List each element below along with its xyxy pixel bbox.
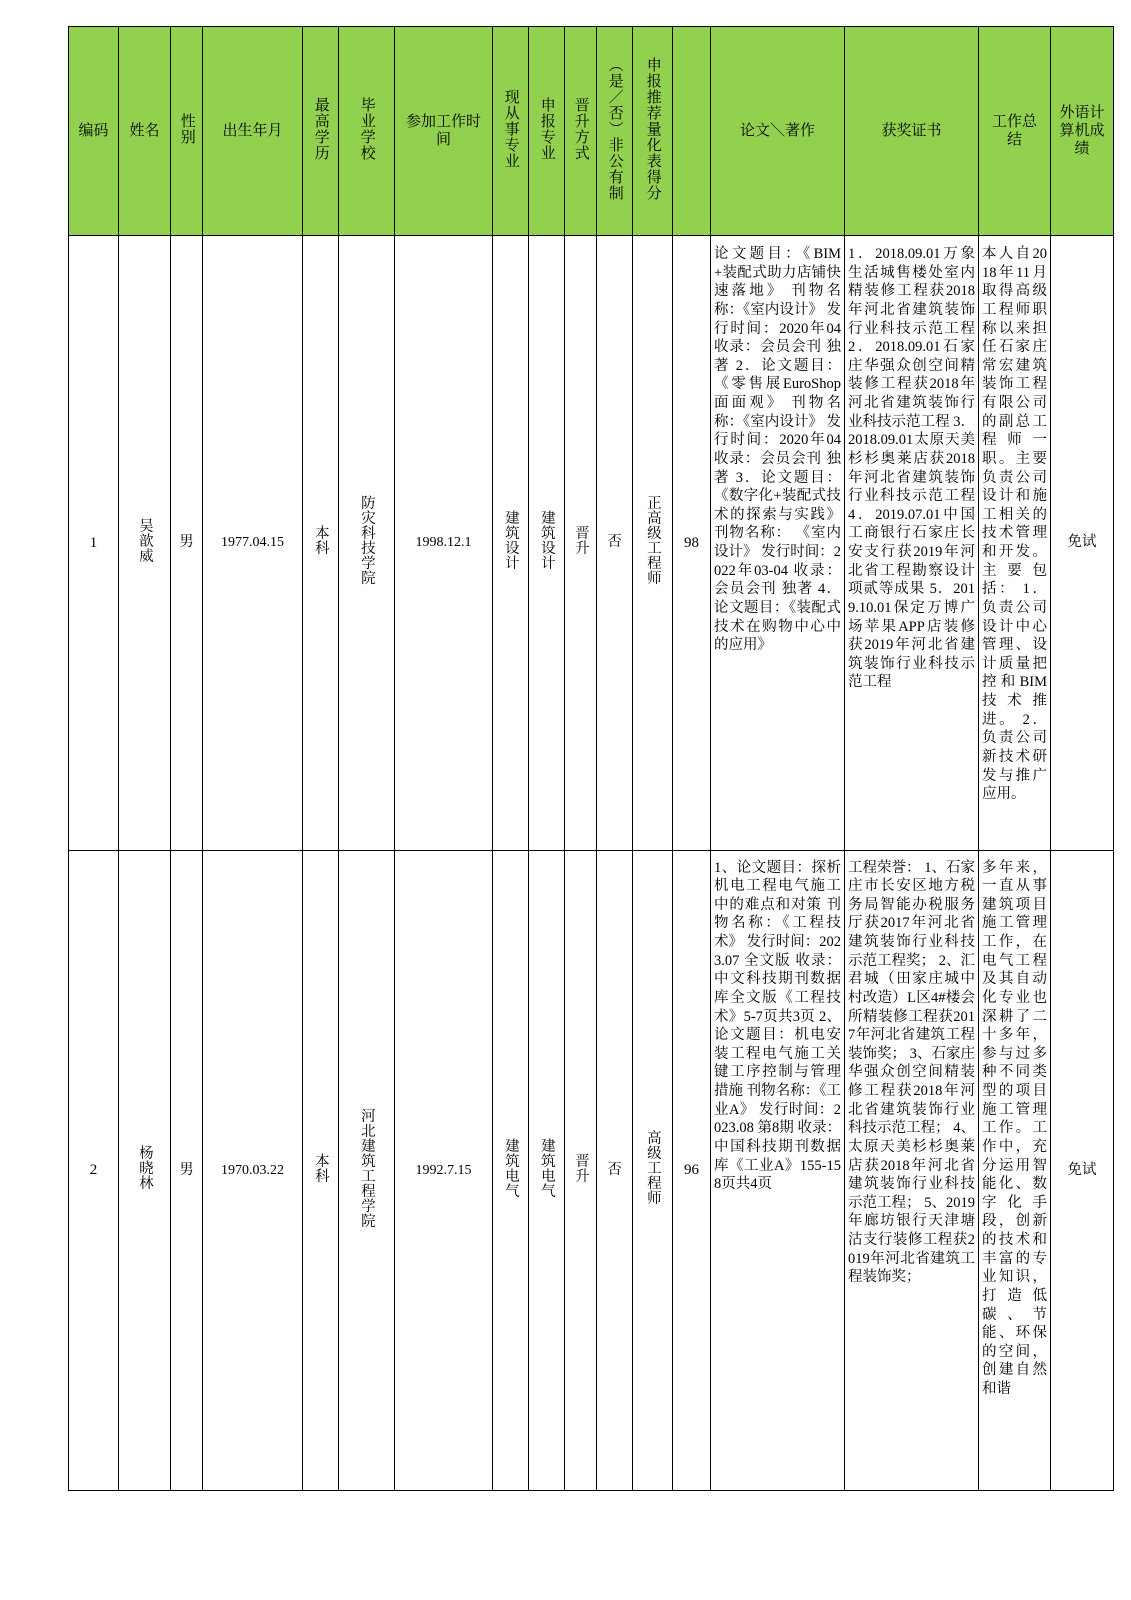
col-header-bianma-label: 编码 (78, 123, 109, 139)
col-header-canjiagongzuoshijian-label: 参加工作时间 (405, 114, 481, 148)
col-header-xingming (119, 27, 171, 236)
cell-xingming: 吴歆威 (119, 236, 171, 851)
col-header-lunwen (711, 27, 845, 236)
cell-chushengnianyue: 1977.04.15 (203, 236, 303, 851)
col-header-lunwen-label: 论文＼著作 (739, 123, 815, 139)
cell-bianma: 2 (69, 851, 119, 1491)
cell-shenbaozhongjigaoji: 高级工程师 (633, 851, 673, 1491)
cell-bianma: 1 (69, 236, 119, 851)
applicants-table (68, 26, 1114, 1491)
cell-biyexuexiao: 防灾科技学院 (339, 236, 395, 851)
cell-lunwen: 1、论文题目：探析机电工程电气施工中的难点和对策 刊物名称：《工程技术》 发行时间：2023.07 全文版 收录：中文科技期刊数据库全文版《工程技术》5-7页共3页 2、论文题目：机电安装工程电气施工关键工序控制与管理措施 刊物名称：《工业A》 发行时间：2023.08 第8期 收录：中国科技期刊数据库《工业A》155-158页共4页 (711, 851, 845, 1491)
col-header-jinshengfangshi (565, 27, 597, 236)
col-header-biyexuexiao-label: 毕业学校 (358, 96, 375, 161)
col-header-huojiang (845, 27, 979, 236)
cell-feigongyouzhi: 否 (597, 851, 633, 1491)
cell-canjiagongzuoshijian: 1992.7.15 (395, 851, 493, 1491)
col-header-shenbaozhuanye-label: 申报专业 (538, 96, 555, 161)
cell-jinshengfangshi: 晋升 (565, 236, 597, 851)
cell-huojiang: 1．2018.09.01万象生活城售楼处室内精装修工程获2018年河北省建筑装饰行业科技示范工程 2．2018.09.01石家庄华强众创空间精装修工程获2018年河北省建筑装饰行业科技示范工程 3．2018.09.01太原天美杉杉奥莱店获2018年河北省建筑装饰行业科技示范工程 4．2019.07.01中国工商银行石家庄长安支行获2019年河北省工程勘察设计项贰等成果 5．2019.10.01保定万博广场苹果APP店装修获2019年河北省建筑装饰行业科技示范工程 (845, 236, 979, 851)
col-header-huojiang-label: 获奖证书 (881, 123, 942, 139)
table-row (69, 851, 1114, 1491)
table-body (69, 236, 1114, 1491)
cell-xiancongshizhuanye: 建筑电气 (493, 851, 529, 1491)
cell-feigongyouzhi: 否 (597, 236, 633, 851)
cell-canjiagongzuoshijian: 1998.12.1 (395, 236, 493, 851)
header-row (69, 27, 1114, 236)
cell-xingming: 杨晓林 (119, 851, 171, 1491)
col-header-shenbaotuijian (633, 27, 673, 236)
table-row (69, 236, 1114, 851)
col-header-feigongyouzhi-label: （是／否）非公有制 (606, 56, 623, 201)
col-header-feigongyouzhi (597, 27, 633, 236)
cell-shenbaozhuanye: 建筑电气 (529, 851, 565, 1491)
col-header-xiancongshizhuanye-label: 现从事专业 (502, 88, 519, 169)
col-header-gongzuozongjie (979, 27, 1051, 236)
cell-zuigaoxueli: 本科 (303, 236, 339, 851)
cell-chushengnianyue: 1970.03.22 (203, 851, 303, 1491)
col-header-shenbaotuijian-label: 申报推荐量化表得分 (644, 56, 661, 201)
col-header-biyexuexiao (339, 27, 395, 236)
col-header-zuigaoxueli-label: 最高学历 (312, 96, 329, 161)
cell-xiancongshizhuanye: 建筑设计 (493, 236, 529, 851)
col-header-jinshengfangshi-label: 晋升方式 (572, 96, 589, 161)
cell-waiyujisuanji: 免试 (1051, 236, 1114, 851)
cell-gongzuozongjie: 本人自2018年11月取得高级工程师职称以来担任石家庄常宏建筑装饰工程有限公司的副总工程师一职。主要负责公司设计和施工相关的技术管理和开发。主要包括： 1．负责公司设计中心管理、设计质量把控和BIM技术推进。 2．负责公司新技术研发与推广应用。 (979, 236, 1051, 851)
col-header-chushengnianyue-label: 出生年月 (222, 123, 283, 139)
cell-shenbaozhongjigaoji: 正高级工程师 (633, 236, 673, 851)
col-header-xiancongshizhuanye (493, 27, 529, 236)
col-header-gongzuozongjie-label: 工作总结 (991, 114, 1037, 148)
col-header-xingbie (171, 27, 203, 236)
col-header-waiyujisuanji-label: 外语计算机成绩 (1059, 105, 1105, 157)
cell-zuigaoxueli: 本科 (303, 851, 339, 1491)
table-header (69, 27, 1114, 236)
cell-defen: 96 (673, 851, 711, 1491)
cell-defen: 98 (673, 236, 711, 851)
cell-gongzuozongjie: 多年来，一直从事建筑项目施工管理工作，在电气工程及其自动化专业也深耕了二十多年，参与过多种不同类型的项目施工管理工作。工作中，充分运用智能化、数字化手段，创新的技术和丰富的专业知识，打造低碳、节能、环保的空间，创建自然和谐 (979, 851, 1051, 1491)
col-header-zuigaoxueli (303, 27, 339, 236)
col-header-defen (673, 27, 711, 236)
cell-biyexuexiao: 河北建筑工程学院 (339, 851, 395, 1491)
col-header-waiyujisuanji (1051, 27, 1114, 236)
cell-jinshengfangshi: 晋升 (565, 851, 597, 1491)
col-header-xingming-label: 姓名 (129, 123, 160, 139)
col-header-canjiagongzuoshijian (395, 27, 493, 236)
cell-lunwen: 论文题目：《BIM+装配式助力店铺快速落地》 刊物名称：《室内设计》 发行时间：2020年04 收录：会员会刊 独著 2．论文题目：《零售展EuroShop面面观》 刊物名称：《室内设计》 发行时间：2020年04 收录：会员会刊 独著 3．论文题目：《数字化+装配式技术的探索与实践》 刊物名称： 《室内设计》 发行时间：2022年03-04 收录：会员会刊 独著 4．论文题目：《装配式技术在购物中心中的应用》 (711, 236, 845, 851)
cell-xingbie: 男 (171, 236, 203, 851)
col-header-chushengnianyue (203, 27, 303, 236)
cell-waiyujisuanji: 免试 (1051, 851, 1114, 1491)
cell-shenbaozhuanye: 建筑设计 (529, 236, 565, 851)
cell-xingbie: 男 (171, 851, 203, 1491)
col-header-bianma (69, 27, 119, 236)
col-header-shenbaozhuanye (529, 27, 565, 236)
cell-huojiang: 工程荣誉： 1、石家庄市长安区地方税务局智能办税服务厅获2017年河北省建筑装饰行业科技示范工程奖； 2、汇君城（田家庄城中村改造）L区4#楼会所精装修工程获2017年河北省建筑工程装饰奖； 3、石家庄华强众创空间精装修工程获2018年河北省建筑装饰行业科技示范工程； 4、太原天美杉杉奥莱店获2018年河北省建筑装饰行业科技示范工程； 5、2019年廊坊银行天津塘沽支行装修工程获2019年河北省建筑工程装饰奖； (845, 851, 979, 1491)
col-header-xingbie-label: 性别 (178, 112, 195, 145)
